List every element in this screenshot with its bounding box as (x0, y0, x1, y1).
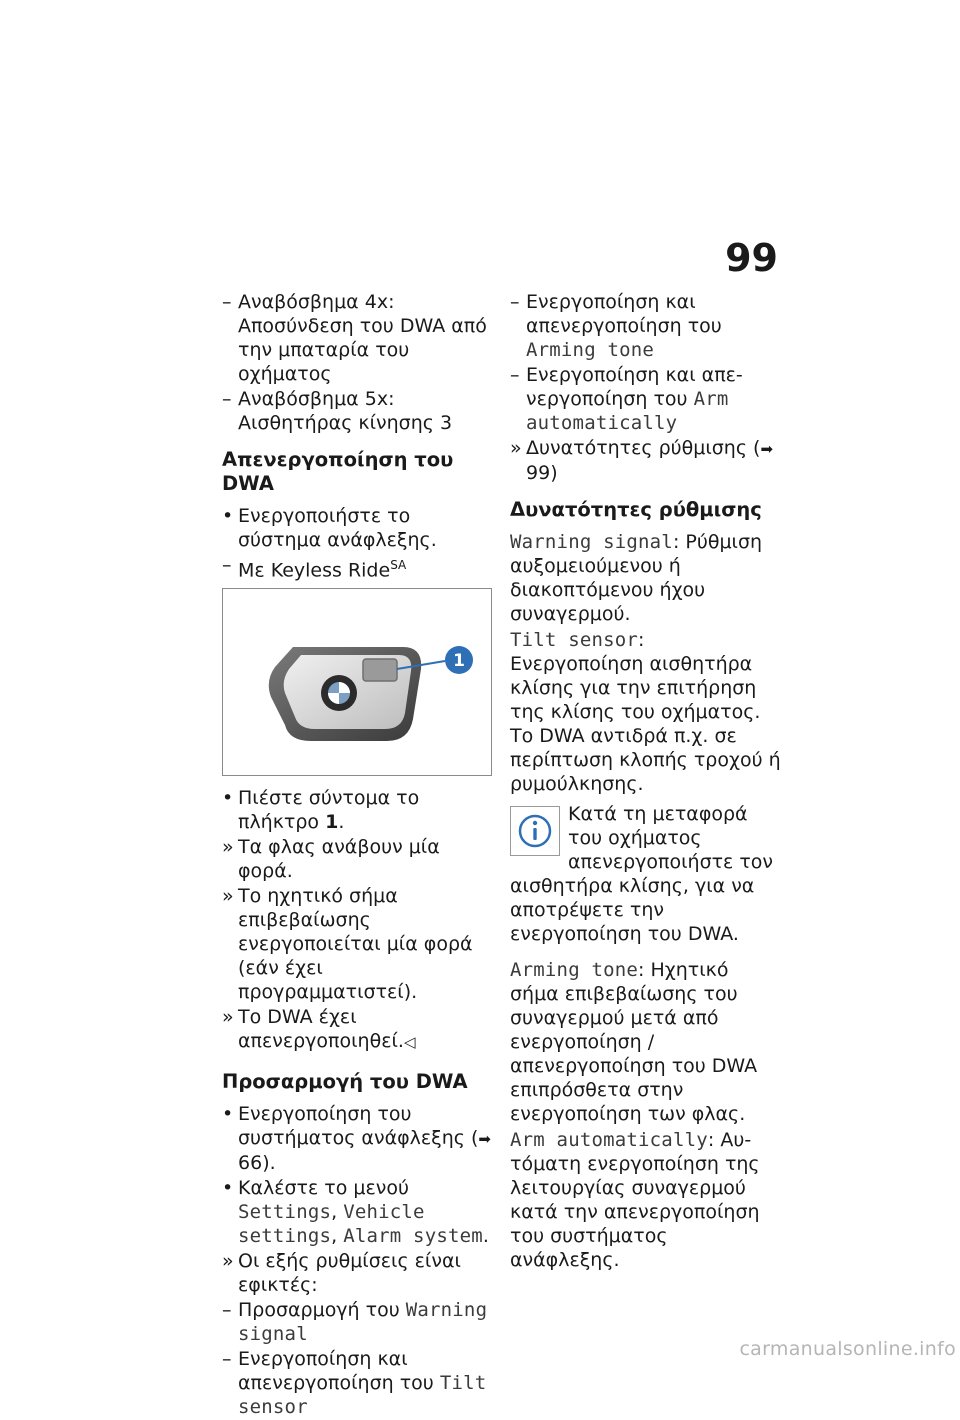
menu-path-settings: Settings (238, 1201, 332, 1224)
result-marker: » (510, 437, 522, 459)
left-column (222, 290, 494, 1420)
list-item-text: Καλέστε το μενού (238, 1177, 409, 1200)
setting-text: : Ρύθμιση αυξομειούμενου ή διακοπτόμενου ήχου συναγερμού. (510, 531, 763, 625)
section-end-icon: ◁ (403, 1033, 416, 1052)
menu-option-arming-tone: Arming tone (526, 339, 655, 361)
list-item-text: Αναβόσβημα 5x: Αισθητήρας κίνησης 3 (238, 388, 453, 434)
list-item-text: Πιέστε σύντομα το πλήκτρο (238, 787, 420, 834)
note-text: Κατά τη μεταφορά του οχήματος απενεργοποιήστε τον αισθητήρα κλίσης, για να αποτρέψετε την ενεργοποίηση του DWA. (510, 803, 774, 945)
result-text: Το DWA έχει απενεργοποιηθεί. (238, 1006, 404, 1053)
section-heading: Προσαρμογή του DWA (222, 1070, 468, 1094)
menu-option-tilt-sensor: Tilt sensor (238, 1372, 487, 1419)
page-reference: 66 (238, 1152, 263, 1175)
menu-path-alarm-system: Alarm system (343, 1225, 483, 1248)
dash-marker: – (222, 388, 232, 410)
dash-marker: – (222, 1348, 232, 1371)
result-item (222, 835, 494, 883)
setting-name: Arm automatically (510, 1129, 708, 1151)
watermark: carmanualsonline.info (739, 1338, 956, 1360)
list-item (222, 1298, 494, 1346)
list-item: • Καλέστε το μενού Settings, Vehicle settings, Alarm system. (222, 1177, 489, 1248)
menu-option-warning-signal: Warning signal (238, 1299, 488, 1346)
menu-option-arm-automatically: Arm automatically (526, 388, 729, 434)
list-item-text: Αναβόσβημα 4x: Αποσύνδεση του DWA από την μπαταρία του οχήματος (238, 291, 487, 385)
list-item (222, 786, 494, 834)
key-fob-illustration (223, 589, 491, 775)
setting-name: Tilt sensor (510, 629, 639, 651)
section-heading: Απενεργοποίηση του DWA (222, 448, 454, 495)
result-text: Οι εξής ρυθμίσεις είναι εφικτές: (238, 1250, 461, 1297)
result-item (222, 1005, 494, 1054)
setting-text: : Ενεργοποίηση αισθητήρα κλίσης για την επιτήρηση της κλίσης του οχήματος. Το DWA αντιδρά π.χ. σε περίπτωση κλοπής τροχού ή ρυμούλκησης. (510, 629, 781, 795)
dash-marker: – (510, 291, 520, 313)
setting-text: : Αυτόματη ενεργοποίηση της λειτουργίας συναγερμού κατά την απενεργοποίηση του συστήματος ανάφλεξης. (510, 1129, 760, 1271)
list-item-text: Ενεργοποίηση του συστήματος ανάφλεξης ( (238, 1103, 479, 1150)
key-fob-figure (222, 588, 492, 776)
page-reference-arrow-icon: ➡ (760, 440, 774, 458)
sa-superscript: SA (390, 558, 407, 572)
punctuation: ). (262, 1152, 276, 1175)
bullet-marker: • (222, 1103, 234, 1126)
button-reference: 1 (325, 811, 339, 834)
list-item (510, 290, 782, 362)
dash-marker: – (222, 1299, 232, 1322)
list-item (222, 1102, 494, 1175)
page-reference-arrow-icon: ➡ (478, 1130, 491, 1149)
result-marker: » (222, 1250, 234, 1273)
setting-name: Warning signal (510, 531, 673, 553)
list-item (222, 553, 494, 582)
result-marker: » (222, 885, 234, 908)
list-item-text: Ενεργοποίηση και απενεργοποίηση του (238, 1348, 440, 1395)
list-item (222, 290, 494, 386)
menu-path-vehicle-settings: Vehicle settings (238, 1201, 425, 1248)
list-item-text: Προσαρμογή του (238, 1299, 406, 1322)
dash-marker: – (222, 554, 232, 576)
setting-description (510, 958, 782, 1126)
list-item (222, 387, 494, 435)
result-item (222, 884, 494, 1004)
result-marker: » (222, 1006, 234, 1029)
result-text: Δυνατότητες ρύθμισης ( (526, 437, 761, 459)
setting-description (510, 1128, 782, 1272)
result-text: Το ηχητικό σήμα επιβεβαίωσης ενεργοποιείται μία φορά (εάν έχει προγραμματιστεί). (238, 885, 473, 1004)
result-text: Τα φλας ανάβουν μία φορά. (238, 836, 440, 883)
result-item (510, 436, 782, 485)
bullet-marker: • (222, 1177, 234, 1200)
section-heading: Δυνατότητες ρύθμισης (510, 498, 762, 521)
page-number: 99 (725, 236, 778, 280)
setting-description (510, 530, 782, 626)
setting-text: : Ηχητικό σήμα επιβεβαίωσης του συναγερμού μετά από ενεργοποίηση / απενεργοποίηση του DWA επιπρόσθετα στην ενεργοποίηση των φλας. (510, 959, 758, 1125)
setting-name: Arming tone (510, 959, 639, 981)
list-item-text: Ενεργοποίηση και απενεργοποίηση του (526, 364, 743, 410)
dash-marker: – (510, 364, 520, 386)
result-item (222, 1249, 494, 1297)
bullet-marker: • (222, 505, 234, 527)
bullet-marker: • (222, 787, 234, 810)
list-item-text: Με Keyless Ride (238, 559, 391, 582)
list-item-text: Ενεργοποιήστε το σύστημα ανάφλεξης. (238, 505, 437, 551)
setting-description (510, 628, 782, 796)
list-item-text: Ενεργοποίηση και απενεργοποίηση του (526, 291, 722, 337)
page-reference: 99 (526, 462, 551, 484)
punctuation: . (338, 811, 345, 834)
list-item (222, 504, 494, 552)
info-icon (510, 806, 560, 856)
callout-number: 1 (453, 651, 465, 672)
list-item (510, 363, 782, 435)
dash-marker: – (222, 291, 232, 313)
result-marker: » (222, 836, 234, 859)
right-column (510, 290, 782, 1274)
punctuation: ) (550, 462, 558, 484)
info-note (510, 802, 782, 946)
list-item (222, 1347, 494, 1419)
